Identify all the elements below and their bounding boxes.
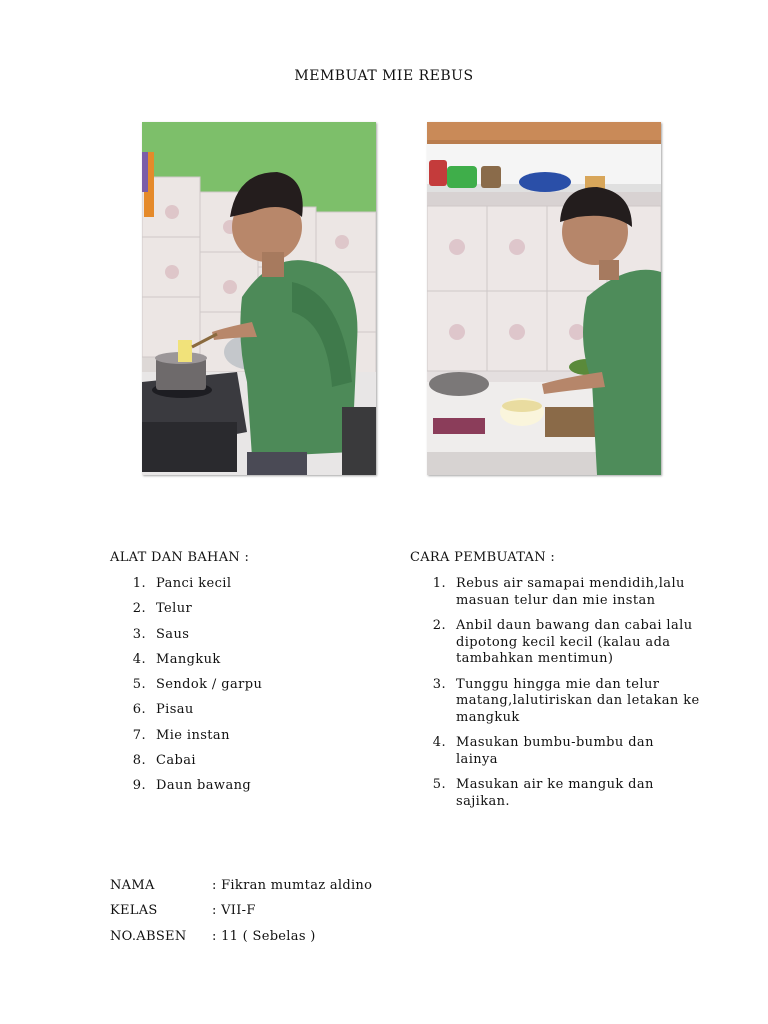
cara-pembuatan-heading: CARA PEMBUATAN : — [410, 550, 556, 565]
alat-bahan-heading: ALAT DAN BAHAN : — [110, 550, 250, 565]
identity-nama-row — [110, 878, 372, 893]
list-item: 8. Cabai — [132, 753, 196, 769]
list-item: 1. Panci kecil — [132, 576, 232, 591]
identity-absen-row — [110, 929, 316, 944]
cooking-photo-counter — [427, 122, 661, 475]
list-item: 3. Saus — [132, 626, 190, 642]
kelas-label: KELAS — [110, 903, 158, 918]
list-item: 9. Daun bawang — [132, 778, 252, 794]
list-item: 2. Anbil daun bawang dan cabai lalu dipotong kecil kecil (kalau ada tambahkan mentimun) — [432, 618, 693, 666]
list-item: 4. Masukan bumbu-bumbu dan lainya — [432, 735, 654, 767]
alat-bahan-list — [110, 576, 360, 804]
cooking-photo-stove — [142, 122, 376, 475]
absen-value: : 11 ( Sebelas ) — [212, 929, 316, 944]
list-item: 5. Masukan air ke manguk dan sajikan. — [432, 777, 654, 809]
nama-label: NAMA — [110, 878, 155, 893]
list-item: 1. Rebus air samapai mendidih,lalu masuan telur dan mie instan — [432, 576, 685, 608]
list-item: 3. Tunggu hingga mie dan telur matang,lalutiriskan dan letakan ke mangkuk — [432, 676, 700, 725]
list-item: 6. Pisau — [132, 702, 194, 718]
cara-pembuatan-list — [410, 576, 700, 819]
list-item: 7. Mie instan — [132, 727, 230, 743]
list-item: 2. Telur — [132, 601, 193, 617]
nama-value: : Fikran mumtaz aldino — [212, 878, 373, 893]
kelas-value: : VII-F — [212, 903, 256, 918]
page-title: MEMBUAT MIE REBUS — [294, 68, 474, 84]
absen-label: NO.ABSEN — [110, 929, 187, 944]
list-item: 5. Sendok / garpu — [132, 677, 263, 693]
identity-kelas-row — [110, 903, 256, 918]
list-item: 4. Mangkuk — [132, 651, 221, 667]
